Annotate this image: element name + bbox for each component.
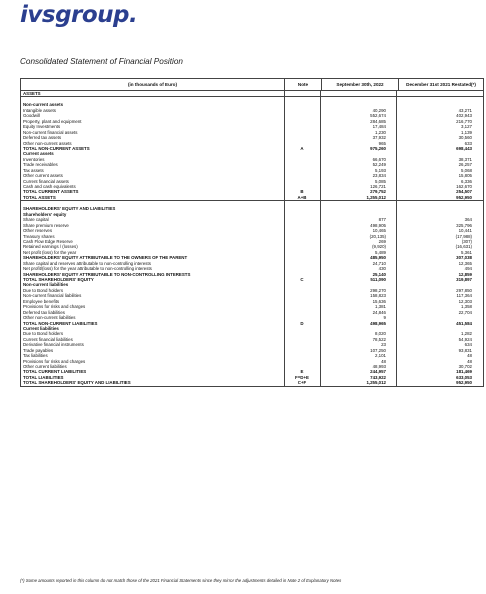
row-value-2022: 279,752 bbox=[370, 189, 386, 195]
row-value-2022: 24,846 bbox=[372, 309, 386, 315]
row-value-2022: 269 bbox=[378, 238, 386, 244]
row-label: Due to Bond holders bbox=[23, 287, 64, 293]
row-label: ASSETS bbox=[23, 91, 41, 96]
row-value-2021: 12,859 bbox=[458, 271, 472, 277]
row-value-2022: 48 bbox=[381, 358, 386, 364]
row-value-2021: 6,336 bbox=[461, 178, 472, 184]
row-label: TOTAL NON-CURRENT LIABILITIES bbox=[23, 320, 98, 326]
row-value-2022: 24,710 bbox=[372, 260, 386, 266]
row-label: Retained earnings / (losses) bbox=[23, 244, 78, 250]
table-row bbox=[21, 380, 483, 385]
row-value-2022: 158,823 bbox=[370, 293, 386, 299]
row-value-2021: 12,303 bbox=[458, 298, 472, 304]
row-label: Due to Bond holders bbox=[23, 331, 64, 337]
row-note: B bbox=[300, 189, 304, 195]
row-value-2022: 485,950 bbox=[370, 255, 386, 261]
row-value-2022: 23,834 bbox=[372, 173, 386, 179]
row-value-2021: 1,282 bbox=[461, 331, 472, 337]
table-row bbox=[21, 91, 483, 96]
row-note: A+B bbox=[297, 194, 307, 200]
row-value-2021: 162,670 bbox=[456, 184, 472, 189]
row-value-2022: 5,489 bbox=[375, 249, 386, 255]
row-value-2022: 5,085 bbox=[375, 178, 386, 184]
row-value-2021: 12,365 bbox=[458, 260, 472, 266]
footnote: (*) Some amounts reported in this column do not match those of the 2021 Financial Statements since they mirror the adjustments detailed in Note 2 of Explanatory Notes bbox=[20, 578, 342, 583]
row-label: Equity Investments bbox=[23, 124, 61, 130]
row-value-2021: 3,127 bbox=[461, 124, 472, 130]
row-value-2022: 1,255,012 bbox=[366, 380, 386, 386]
row-value-2022: 298,270 bbox=[370, 287, 386, 293]
header-note: Note bbox=[285, 79, 322, 90]
row-label: Provisions for risks and charges bbox=[23, 358, 86, 364]
row-label: Current financial liabilities bbox=[23, 336, 73, 342]
row-note: A bbox=[300, 145, 304, 151]
row-label: Other current assets bbox=[23, 173, 63, 179]
row-value-2022: 1,230 bbox=[375, 129, 386, 135]
row-note: C bbox=[300, 277, 304, 282]
row-value-2021: 30,702 bbox=[458, 364, 472, 369]
row-value-2021 bbox=[396, 91, 483, 96]
row-value-2021: 22,704 bbox=[458, 309, 472, 315]
page-title: Consolidated Statement of Financial Position bbox=[20, 57, 183, 66]
row-value-2021: (17,988) bbox=[455, 233, 472, 239]
row-value-2022: 66,670 bbox=[372, 156, 386, 162]
row-value-2021: 402,943 bbox=[456, 113, 472, 119]
row-label: Net profit (loss) for the year bbox=[23, 249, 77, 255]
row-value-2022: 10,465 bbox=[372, 228, 386, 234]
row-value-2021: 364 bbox=[464, 217, 472, 223]
row-label: TOTAL SHAREHOLDERS' EQUITY bbox=[23, 277, 94, 282]
row-label: Provisions for risks and charges bbox=[23, 304, 86, 310]
column-divider bbox=[284, 97, 285, 200]
row-value-2022: 1,381 bbox=[375, 304, 386, 310]
row-value-2022: 511,090 bbox=[370, 277, 386, 282]
row-label: TOTAL ASSETS bbox=[23, 194, 56, 200]
row-value-2022: 8,020 bbox=[375, 331, 386, 337]
row-value-2021: 26,257 bbox=[458, 162, 472, 168]
row-value-2021: 634 bbox=[464, 342, 472, 348]
row-label: Employee benefits bbox=[23, 298, 60, 304]
row-value-2022: (9,920) bbox=[372, 244, 386, 250]
column-divider bbox=[396, 97, 397, 200]
row-value-2021: (307) bbox=[461, 238, 472, 244]
row-label: Net profit/(loss) for the year attributable to non-controlling interests bbox=[23, 266, 152, 272]
row-label: Derivative financial instruments bbox=[23, 342, 84, 348]
row-value-2022 bbox=[320, 91, 396, 96]
row-value-2021: 54,924 bbox=[458, 336, 472, 342]
table-section bbox=[21, 201, 483, 385]
row-note bbox=[284, 91, 320, 96]
row-value-2022: 430 bbox=[378, 266, 386, 272]
row-value-2022: 78,522 bbox=[372, 336, 386, 342]
row-label: Trade receivables bbox=[23, 162, 58, 168]
row-value-2022: 498,965 bbox=[370, 320, 386, 326]
row-label: Share premium reserve bbox=[23, 222, 69, 228]
row-value-2021: 1,358 bbox=[461, 304, 472, 310]
column-divider bbox=[320, 201, 321, 385]
row-value-2021: 307,038 bbox=[456, 255, 472, 261]
row-value-2022: 743,922 bbox=[370, 374, 386, 380]
row-value-2022: 2,101 bbox=[375, 353, 386, 359]
row-label: Non-current assets bbox=[23, 102, 64, 108]
row-value-2021: 48 bbox=[467, 358, 472, 364]
row-label: TOTAL CURRENT LIABILITIES bbox=[23, 369, 87, 375]
row-note: F=D+E bbox=[295, 374, 309, 380]
row-label: Goodwill bbox=[23, 113, 40, 119]
row-label: SHAREHOLDERS' EQUITY ATTRIBUTABLE TO THE OWNERS OF THE PARENT bbox=[23, 255, 188, 261]
row-value-2022: 1,255,012 bbox=[366, 194, 386, 200]
row-value-2022: 975,260 bbox=[370, 145, 386, 151]
row-value-2021: 5,361 bbox=[461, 249, 472, 255]
row-value-2022: 5,193 bbox=[375, 167, 386, 173]
row-value-2022: (20,135) bbox=[369, 233, 386, 239]
row-value-2021: 698,443 bbox=[456, 145, 472, 151]
row-value-2021: 297,850 bbox=[456, 287, 472, 293]
row-value-2022: 244,957 bbox=[370, 369, 386, 375]
row-value-2021: 216,770 bbox=[456, 118, 472, 124]
row-value-2021: 254,507 bbox=[456, 189, 472, 195]
row-label: Cash and cash equivalents bbox=[23, 184, 76, 189]
header-col2: December 31st 2021 Restated(*) bbox=[406, 82, 476, 87]
row-value-2021: 93,831 bbox=[458, 347, 472, 353]
financial-statement-table bbox=[20, 78, 484, 387]
row-label: SHAREHOLDERS' EQUITY AND LIABILITIES bbox=[23, 206, 116, 212]
column-divider bbox=[396, 201, 397, 385]
row-value-2021: 633,053 bbox=[456, 374, 472, 380]
row-value-2022: 52,249 bbox=[372, 162, 386, 168]
row-label: Current assets bbox=[23, 151, 54, 157]
row-value-2021: 451,584 bbox=[456, 320, 472, 326]
table-section bbox=[21, 97, 483, 201]
row-label: Deferred tax assets bbox=[23, 135, 62, 141]
row-value-2021: 494 bbox=[464, 266, 472, 272]
row-label: Property, plant and equipment bbox=[23, 118, 82, 124]
header-col1: September 30th, 2022 bbox=[322, 79, 399, 90]
row-value-2022: 107,250 bbox=[370, 347, 386, 353]
row-value-2021: 48 bbox=[467, 353, 472, 359]
row-value-2022: 17,484 bbox=[372, 124, 386, 130]
company-logo bbox=[20, 2, 137, 28]
row-value-2022: 23 bbox=[381, 342, 386, 348]
column-divider bbox=[320, 91, 321, 96]
row-label: Share capital bbox=[23, 217, 49, 223]
row-value-2021: 38,371 bbox=[458, 156, 472, 162]
row-value-2022: 126,721 bbox=[370, 184, 386, 189]
row-label: Non-current liabilities bbox=[23, 282, 69, 288]
row-label: Non-current financial liabilities bbox=[23, 293, 82, 299]
row-label: Other reserves bbox=[23, 228, 53, 234]
row-value-2021: 952,950 bbox=[456, 380, 472, 386]
row-value-2021: 181,469 bbox=[456, 369, 472, 375]
row-value-2022: 877 bbox=[378, 217, 386, 223]
row-note: C+F bbox=[297, 380, 307, 386]
row-value-2022: 498,905 bbox=[370, 222, 386, 228]
row-label: TOTAL NON-CURRENT ASSETS bbox=[23, 145, 90, 151]
row-label: Intangible assets bbox=[23, 107, 56, 113]
row-value-2022: 48,993 bbox=[372, 364, 386, 369]
row-label: TOTAL CURRENT ASSETS bbox=[23, 189, 79, 195]
row-note: D bbox=[300, 320, 304, 326]
logo-text: ivsgroup bbox=[20, 2, 130, 28]
header-label: (in thousands of Euro) bbox=[21, 79, 285, 90]
row-label: Trade payables bbox=[23, 347, 54, 353]
row-label: Share capital and reserves attributable to non-controlling interests bbox=[23, 260, 151, 266]
column-divider bbox=[320, 97, 321, 200]
row-value-2021: 15,805 bbox=[458, 173, 472, 179]
row-value-2022: 37,932 bbox=[372, 135, 386, 141]
row-label: TOTAL LIABILITIES bbox=[23, 374, 64, 380]
row-label: Other current liabilities bbox=[23, 364, 67, 369]
row-value-2021: (16,631) bbox=[455, 244, 472, 250]
row-value-2021: 43,271 bbox=[458, 107, 472, 113]
row-value-2022: 15,636 bbox=[372, 298, 386, 304]
row-label: Shareholders' equity bbox=[23, 211, 67, 217]
row-value-2022: 25,140 bbox=[372, 271, 386, 277]
row-label: Treasury shares bbox=[23, 233, 55, 239]
row-label: Tax assets bbox=[23, 167, 44, 173]
row-value-2022: 284,685 bbox=[370, 118, 386, 124]
table-body bbox=[21, 91, 483, 386]
row-value-2022: 9 bbox=[383, 315, 386, 321]
row-label: Other non-current liabilities bbox=[23, 315, 76, 321]
row-label: TOTAL SHAREHOLDERS' EQUITY AND LIABILITIES bbox=[23, 380, 131, 386]
logo-dot: . bbox=[129, 2, 138, 28]
row-label: Current liabilities bbox=[23, 325, 59, 331]
row-value-2021: 117,364 bbox=[456, 293, 472, 299]
row-value-2021: 952,950 bbox=[456, 194, 472, 200]
row-value-2021: 5,068 bbox=[461, 167, 472, 173]
row-value-2021: 30,560 bbox=[458, 135, 472, 141]
row-note: E bbox=[300, 369, 304, 375]
row-label: Other non-current assets bbox=[23, 140, 72, 146]
row-value-2021: 325,796 bbox=[456, 222, 472, 228]
row-label: Current financial assets bbox=[23, 178, 69, 184]
row-label: Cash Flow Edge Reserve bbox=[23, 238, 73, 244]
row-label: SHAREHOLDERS' EQUITY ATTRIBUTABLE TO NON-CONTROLLING INTERESTS bbox=[23, 271, 191, 277]
row-label: Deferred tax liabilities bbox=[23, 309, 65, 315]
table-row bbox=[21, 195, 483, 200]
row-value-2022: 965 bbox=[378, 140, 386, 146]
row-value-2021: 10,441 bbox=[458, 228, 472, 234]
row-value-2022: 552,674 bbox=[370, 113, 386, 119]
row-label: Non-current financial assets bbox=[23, 129, 78, 135]
row-value-2021: 1,139 bbox=[461, 129, 472, 135]
table-header bbox=[21, 79, 483, 91]
row-label: Inventories bbox=[23, 156, 45, 162]
column-divider bbox=[284, 201, 285, 385]
row-value-2021: 319,897 bbox=[456, 277, 472, 282]
row-label: Tax liabilities bbox=[23, 353, 48, 359]
column-divider bbox=[284, 91, 285, 96]
column-divider bbox=[396, 91, 397, 96]
row-value-2021: 633 bbox=[464, 140, 472, 146]
row-value-2022: 40,290 bbox=[372, 107, 386, 113]
